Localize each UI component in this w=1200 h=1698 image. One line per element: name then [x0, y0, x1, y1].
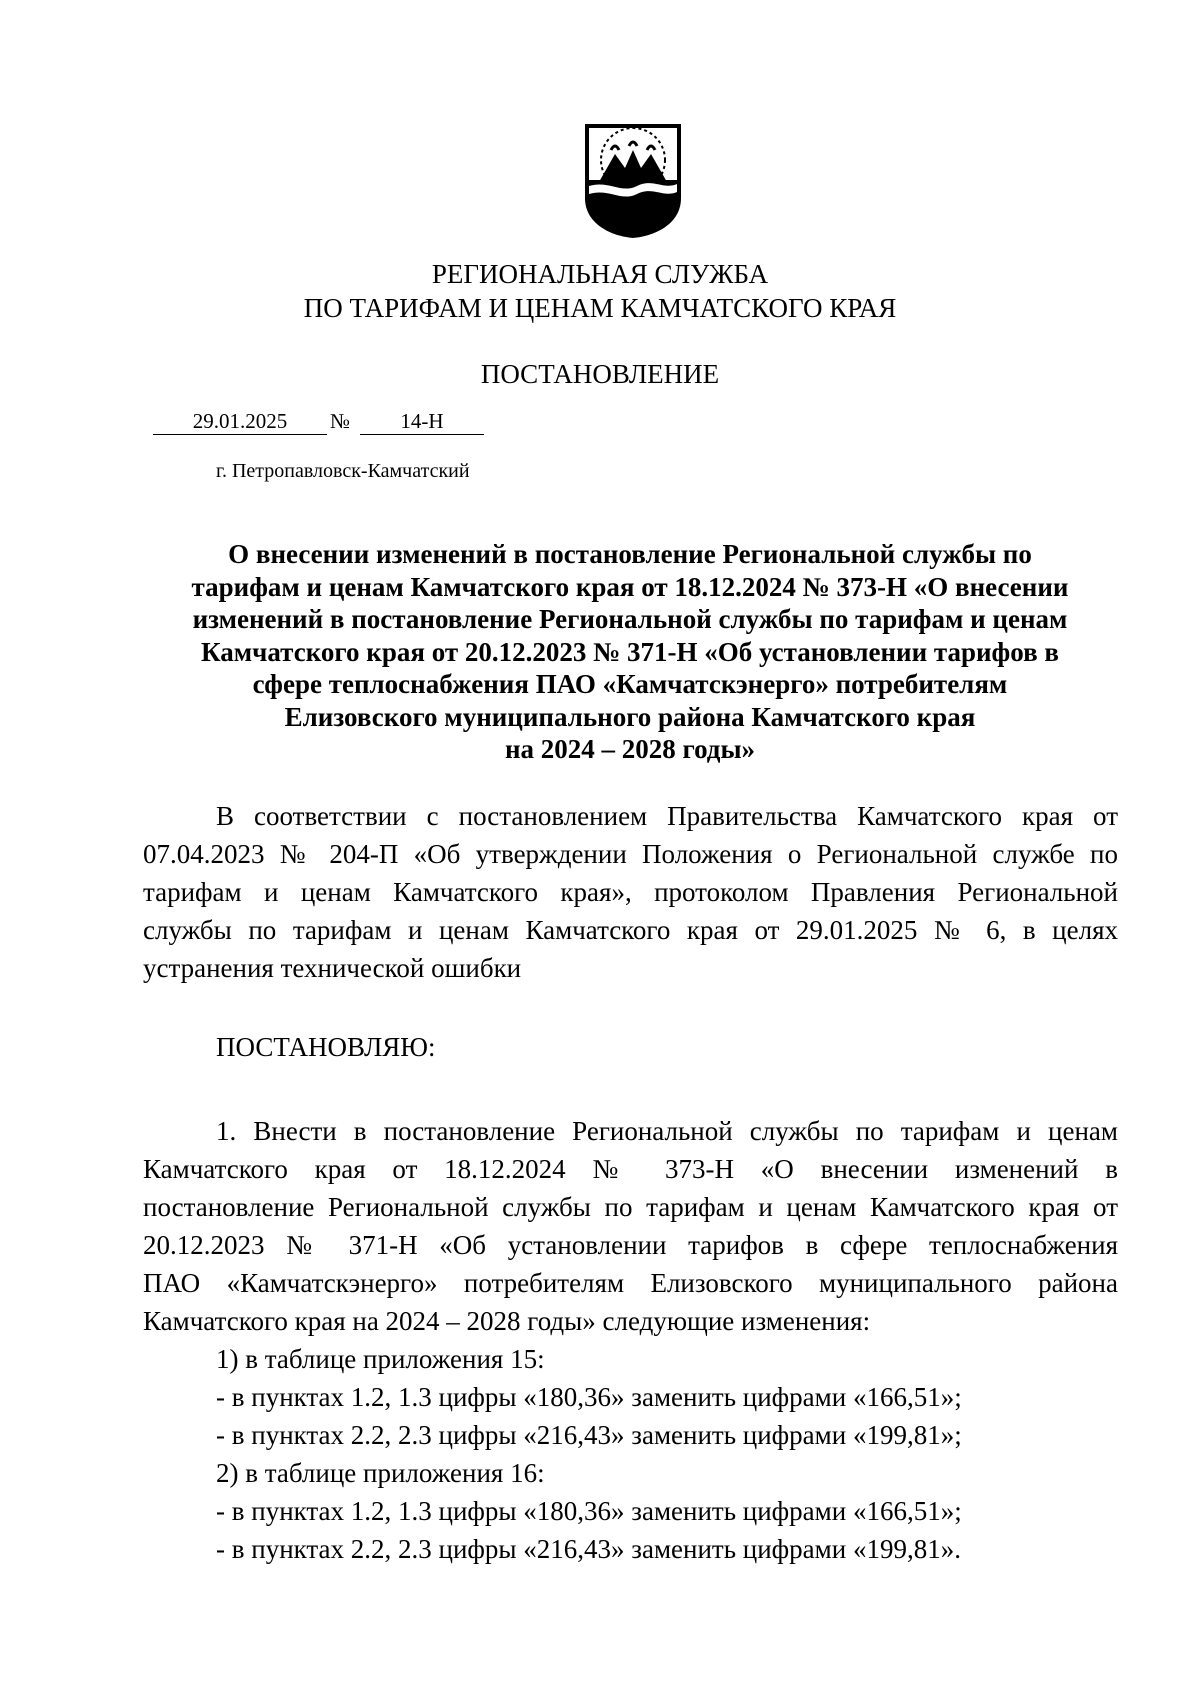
document-date: 29.01.2025 [153, 408, 327, 435]
list-item: 1) в таблице приложения 15: [216, 1344, 545, 1374]
number-label: № [330, 409, 351, 433]
document-type: ПОСТАНОВЛЕНИЕ [480, 359, 720, 389]
title-line: изменений в постановление Региональной службы по тарифам и ценам [192, 604, 1068, 634]
list-item: - в пунктах 1.2, 1.3 цифры «180,36» заменить цифрами «166,51»; [216, 1496, 962, 1526]
clause-1-paragraph [143, 1112, 1118, 1340]
clause-1-line: Камчатского края от 18.12.2024 № 373-Н «О внесении изменений в [143, 1154, 1118, 1184]
title-line: на 2024 – 2028 годы» [504, 734, 756, 764]
preamble-line: 07.04.2023 № 204-П «Об утверждении Положения о Региональной службе по [143, 839, 1118, 869]
clause-1-line: 1. Внести в постановление Региональной службы по тарифам и ценам [216, 1116, 1118, 1146]
list-item: - в пунктах 1.2, 1.3 цифры «180,36» заменить цифрами «166,51»; [216, 1382, 962, 1412]
preamble-line: тарифам и ценам Камчатского края», протоколом Правления Региональной [143, 877, 1118, 907]
preamble-line: службы по тарифам и ценам Камчатского края от 29.01.2025 № 6, в целях [143, 915, 1118, 945]
document-title [150, 538, 1110, 766]
preamble-paragraph [143, 797, 1118, 987]
title-line: О внесении изменений в постановление Региональной службы по [228, 539, 1032, 569]
clause-1-line: Камчатского края на 2024 – 2028 годы» следующие изменения: [143, 1306, 871, 1336]
list-item: - в пунктах 2.2, 2.3 цифры «216,43» заменить цифрами «199,81». [216, 1534, 961, 1564]
city-name: г. Петропавловск-Камчатский [216, 460, 470, 482]
organization-name-line-2: ПО ТАРИФАМ И ЦЕНАМ КАМЧАТСКОГО КРАЯ [303, 293, 897, 323]
title-line: тарифам и ценам Камчатского края от 18.12.2024 № 373-Н «О внесении [191, 571, 1069, 602]
title-line: Елизовского муниципального района Камчатского края [284, 701, 976, 732]
decree-word: ПОСТАНОВЛЯЮ: [216, 1032, 436, 1062]
clause-1-line: 20.12.2023 № 371-Н «Об установлении тарифов в сфере теплоснабжения [143, 1230, 1118, 1260]
preamble-line: устранения технической ошибки [143, 953, 522, 983]
kamchatka-coat-of-arms-icon [581, 120, 685, 240]
title-line: сфере теплоснабжения ПАО «Камчатскэнерго» потребителям [252, 669, 1008, 699]
clause-1-line: ПАО «Камчатскэнерго» потребителям Елизовского муниципального района [143, 1268, 1118, 1298]
list-item: 2) в таблице приложения 16: [216, 1458, 545, 1488]
clause-1-line: постановление Региональной службы по тарифам и ценам Камчатского края от [143, 1192, 1118, 1222]
list-item: - в пунктах 2.2, 2.3 цифры «216,43» заменить цифрами «199,81»; [216, 1420, 962, 1450]
document-number: 14-Н [360, 408, 484, 435]
preamble-line: В соответствии с постановлением Правительства Камчатского края от [216, 801, 1118, 831]
organization-name-line-1: РЕГИОНАЛЬНАЯ СЛУЖБА [431, 259, 769, 289]
title-line: Камчатского края от 20.12.2023 № 371-Н «Об установлении тарифов в [201, 636, 1059, 667]
